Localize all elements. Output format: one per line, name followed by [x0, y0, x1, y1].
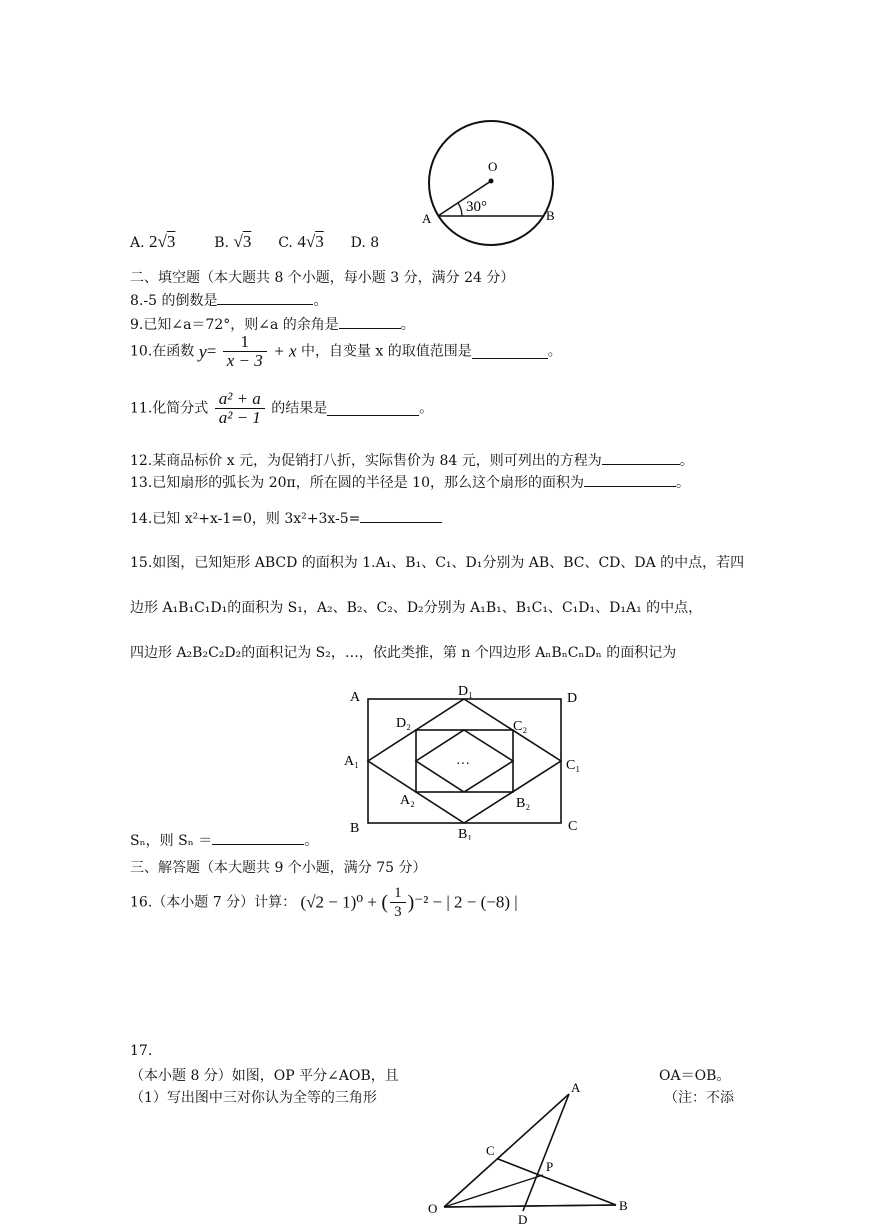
center-point — [489, 179, 494, 184]
label-a1: A₁ — [344, 754, 359, 769]
label-d: D — [567, 691, 578, 706]
section3-title: 三、解答题（本大题共 9 个小题，满分 75 分） — [130, 860, 427, 876]
label-b: B — [350, 821, 360, 836]
q17-triangle-figure — [420, 1075, 640, 1225]
q11: 11.化简分式 $\frac{\text{a² + a}}{\text{a² − 1}}$ 的结果是 。 — [130, 389, 434, 427]
q14: 14.已知 x²+x-1=0，则 3x²+3x-5= — [130, 508, 442, 528]
q17-number: 17. — [130, 1043, 153, 1059]
label-a: A — [350, 690, 361, 705]
option-c: C. 4√3 — [278, 232, 324, 251]
angle-arc — [458, 203, 462, 216]
label-c: C — [486, 1143, 495, 1158]
q15-line1: 15.如图，已知矩形 ABCD 的面积为 1.A₁、B₁、C₁、D₁分别为 AB、BC、CD、DA 的中点，若四 — [130, 555, 745, 571]
line-ob-base — [444, 1205, 616, 1207]
label-b: B — [546, 208, 555, 223]
q9-blank[interactable] — [339, 314, 401, 329]
label-dots: ··· — [456, 757, 470, 772]
q9: 9.已知∠a＝72°，则∠a 的余角是 。 — [130, 314, 415, 334]
q13-blank[interactable] — [584, 472, 676, 487]
label-a: A — [422, 211, 432, 226]
q12-blank[interactable] — [602, 450, 680, 465]
label-d: D — [518, 1212, 528, 1225]
label-b: B — [619, 1198, 628, 1213]
line-op — [444, 1175, 543, 1207]
q10-fraction: $\frac{1}{x - 3}$ — [223, 333, 267, 370]
label-c1: C₁ — [566, 758, 581, 773]
label-o: O — [488, 159, 498, 174]
q17-line1-left: （本小题 8 分）如图，OP 平分∠AOB，且 — [130, 1068, 399, 1084]
q8-blank[interactable] — [217, 290, 313, 305]
label-d2: D₂ — [396, 716, 411, 731]
q15-line2: 边形 A₁B₁C₁D₁的面积为 S₁，A₂、B₂、C₂、D₂分别为 A₁B₁、B₁C₁、C₁D₁、D₁A₁ 的中点， — [130, 600, 703, 616]
q16: 16.（本小题 7 分）计算： (√2 − 1)⁰ + ( $\frac{1}{3}$ )⁻² − | 2 − (−8) | — [130, 885, 518, 920]
q8: 8.-5 的倒数是 。 — [130, 290, 327, 310]
label-a2: A₂ — [400, 793, 415, 808]
q14-blank[interactable] — [360, 508, 442, 523]
q7-options — [130, 232, 379, 252]
q15-answer: Sₙ，则 Sₙ ＝ 。 — [130, 830, 318, 850]
line-ad — [523, 1094, 569, 1211]
q15-line3: 四边形 A₂B₂C₂D₂的面积记为 S₂，…，依此类推，第 n 个四边形 AₙBₙCₙDₙ 的面积记为 — [130, 645, 677, 661]
q11-blank[interactable] — [327, 401, 419, 416]
label-b1: B₁ — [458, 827, 473, 840]
label-a: A — [571, 1080, 581, 1095]
label-b2: B₂ — [516, 796, 531, 811]
label-o: O — [428, 1201, 438, 1216]
q15-rectangle-figure — [340, 680, 600, 840]
q15-blank[interactable] — [212, 830, 304, 845]
option-b: B. √3 — [214, 232, 252, 251]
q17-line1-right: OA＝OB。 — [659, 1068, 731, 1084]
q16-fraction: $\frac{1}{3}$ — [390, 884, 406, 921]
q17-line2-left: （1）写出图中三对你认为全等的三角形 — [130, 1090, 377, 1106]
q12: 12.某商品标价 x 元，为促销打八折，实际售价为 84 元，则可列出的方程为 。 — [130, 450, 694, 470]
q10-blank[interactable] — [472, 344, 548, 359]
label-c2: C₂ — [513, 719, 528, 734]
line-oa — [444, 1094, 569, 1207]
label-p: P — [546, 1159, 554, 1174]
option-a: A. 2√3 — [130, 232, 176, 251]
q7-circle-figure — [410, 118, 570, 253]
option-d: D. 8 — [350, 235, 380, 251]
q17-line2-right: （注：不添 — [664, 1090, 734, 1106]
q10: 10.在函数 y= $\frac{1}{x - 3}$ + x 中，自变量 x 的取值范围是 。 — [130, 332, 562, 370]
line-cb — [498, 1159, 616, 1205]
section2-title: 二、填空题（本大题共 8 个小题，每小题 3 分，满分 24 分） — [130, 270, 515, 286]
label-d1: D₁ — [458, 684, 473, 699]
label-c: C — [568, 819, 578, 834]
q11-fraction: $\frac{\text{a² + a}}{\text{a² − 1}}$ — [215, 390, 265, 427]
q13: 13.已知扇形的弧长为 20π，所在圆的半径是 10，那么这个扇形的面积为 。 — [130, 472, 690, 492]
label-angle: 30° — [466, 199, 487, 215]
